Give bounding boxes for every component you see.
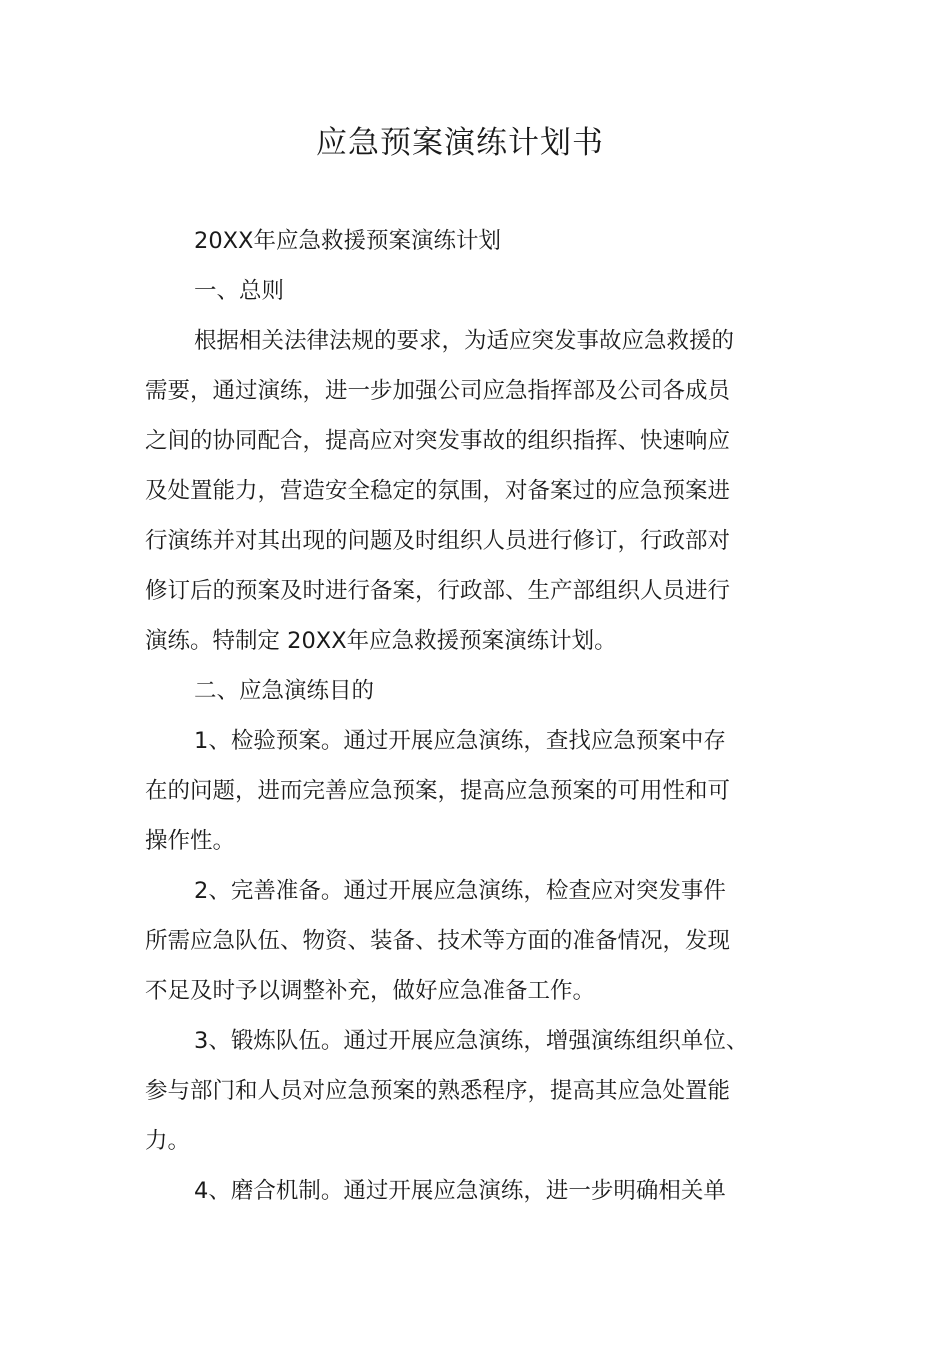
list-item-line: 所需应急队伍、物资、装备、技术等方面的准备情况，发现 [145,928,731,954]
list-item-line: 4、磨合机制。通过开展应急演练，进一步明确相关单 [194,1178,726,1204]
list-item-line: 在的问题，进而完善应急预案，提高应急预案的可用性和可 [145,778,731,804]
paragraph-line: 之间的协同配合，提高应对突发事故的组织指挥、快速响应 [145,428,731,454]
list-item-line: 3、锻炼队伍。通过开展应急演练，增强演练组织单位、 [194,1028,749,1054]
plan-subtitle: 20XX年应急救援预案演练计划 [194,228,501,254]
section-heading-purpose: 二、应急演练目的 [194,678,375,704]
list-item-line: 不足及时予以调整补充，做好应急准备工作。 [145,978,596,1004]
paragraph-line: 行演练并对其出现的问题及时组织人员进行修订，行政部对 [145,528,731,554]
list-item-line: 力。 [145,1128,191,1154]
list-item-line: 1、检验预案。通过开展应急演练，查找应急预案中存 [194,728,726,754]
paragraph-line: 演练。特制定 20XX年应急救援预案演练计划。 [145,628,617,654]
document-title: 应急预案演练计划书 [316,125,604,161]
list-item-line: 操作性。 [145,828,236,854]
paragraph-line: 需要，通过演练，进一步加强公司应急指挥部及公司各成员 [145,378,731,404]
paragraph-line: 修订后的预案及时进行备案，行政部、生产部组织人员进行 [145,578,731,604]
list-item-line: 参与部门和人员对应急预案的熟悉程序，提高其应急处置能 [145,1078,731,1104]
section-heading-general: 一、总则 [194,278,285,304]
paragraph-line: 根据相关法律法规的要求，为适应突发事故应急救援的 [194,328,735,354]
paragraph-line: 及处置能力，营造安全稳定的氛围，对备案过的应急预案进 [145,478,731,504]
list-item-line: 2、完善准备。通过开展应急演练，检查应对突发事件 [194,878,726,904]
